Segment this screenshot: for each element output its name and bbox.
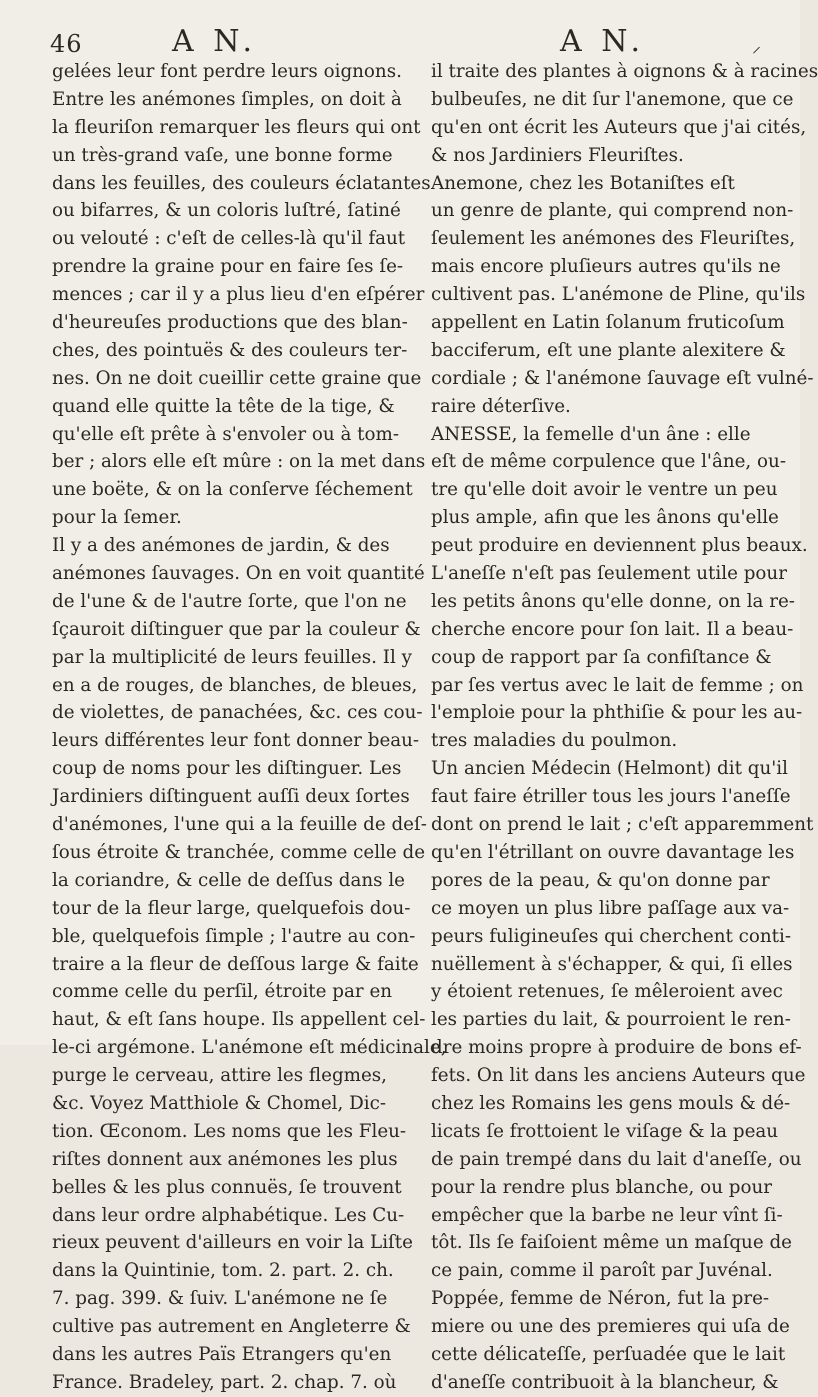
text-line: haut, & eſt ſans houpe. Ils appellent cel- — [52, 1009, 426, 1031]
text-line: d'heureuſes productions que des blan- — [52, 312, 408, 334]
text-line: cultive pas autrement en Angleterre & — [52, 1316, 411, 1338]
text-line: appellent en Latin ſolanum fruticoſum — [431, 312, 785, 334]
text-line: plus ample, afin que les ânons qu'elle — [431, 507, 779, 529]
text-line: pour la ſemer. — [52, 507, 182, 529]
text-line: peut produire en deviennent plus beaux. — [431, 535, 808, 557]
right-column — [431, 58, 818, 1397]
text-line: miere ou une des premieres qui uſa de — [431, 1316, 790, 1338]
text-line: empêcher que la barbe ne leur vînt ſi- — [431, 1204, 783, 1226]
text-line: mais encore pluſieurs autres qu'ils ne — [431, 256, 781, 278]
text-line: ce moyen un plus libre paſſage aux va- — [431, 897, 790, 919]
text-line: 7. pag. 399. & ſuiv. L'anémone ne ſe — [52, 1288, 388, 1310]
text-line: ce pain, comme il paroît par Juvénal. — [431, 1260, 773, 1282]
text-line: France. Bradeley, part. 2. chap. 7. où — [52, 1371, 397, 1393]
text-line: ble, quelquefois ſimple ; l'autre au con- — [52, 925, 416, 947]
text-line: pour la rendre plus blanche, ou pour — [431, 1176, 772, 1198]
text-line: cherche encore pour ſon lait. Il a beau- — [431, 618, 794, 640]
text-line: d'aneſſe contribuoit à la blancheur, & — [431, 1371, 779, 1393]
text-line: mences ; car il y a plus lieu d'en eſpérer — [52, 284, 425, 306]
text-line: coup de rapport par ſa confiſtance & — [431, 646, 772, 668]
text-line: la fleuriſon remarquer les fleurs qui ont — [52, 116, 421, 138]
text-line: rieux peuvent d'ailleurs en voir la Liſte — [52, 1232, 413, 1254]
text-line: licats ſe frottoient le viſage & la peau — [431, 1120, 779, 1142]
text-line: chez les Romains les gens mouls & dé- — [431, 1092, 791, 1114]
text-line: L'aneſſe n'eſt pas ſeulement utile pour — [431, 563, 787, 585]
text-line: un très-grand vaſe, une bonne forme — [52, 144, 393, 166]
text-line: raire déterſive. — [431, 395, 571, 417]
text-line: coup de noms pour les diſtinguer. Les — [52, 758, 402, 780]
left-column — [52, 58, 447, 1397]
text-line: ou velouté : c'eſt de celles-là qu'il faut — [52, 228, 406, 250]
text-line: y étoient retenues, ſe mêleroient avec — [431, 981, 783, 1003]
text-line: cette délicateſſe, perſuadée que le lait — [431, 1343, 786, 1365]
text-line: Anemone, chez les Botaniſtes eſt — [431, 172, 735, 194]
text-line: dre moins propre à produire de bons ef- — [431, 1037, 802, 1059]
text-line: belles & les plus connuës, ſe trouvent — [52, 1176, 402, 1198]
text-line: de pain trempé dans du lait d'aneſſe, ou — [431, 1148, 802, 1170]
text-line: Il y a des anémones de jardin, & des — [52, 535, 390, 557]
text-line: leurs différentes leur font donner beau- — [52, 730, 420, 752]
text-line: en a de rouges, de blanches, de bleues, — [52, 674, 418, 696]
page-header — [0, 22, 800, 62]
running-head-right: A N. — [560, 24, 646, 59]
text-line: tour de la fleur large, quelquefois dou- — [52, 897, 411, 919]
text-line: comme celle du perſil, étroite par en — [52, 981, 393, 1003]
text-line: eſt de même corpulence que l'âne, ou- — [431, 451, 787, 473]
text-line: Jardiniers diſtinguent auſſi deux ſortes — [52, 786, 410, 808]
text-line: Entre les anémones ſimples, on doit à — [52, 88, 402, 110]
text-line: tres maladies du poulmon. — [431, 730, 678, 752]
text-line: cultivent pas. L'anémone de Pline, qu'ils — [431, 284, 806, 306]
text-line: l'emploie pour la phthiſie & pour les au- — [431, 702, 803, 724]
text-line: ou bifarres, & un coloris luſtré, ſatiné — [52, 200, 401, 222]
text-line: & nos Jardiniers Fleuriſtes. — [431, 144, 684, 166]
text-line: un genre de plante, qui comprend non- — [431, 200, 794, 222]
text-line: pores de la peau, & qu'on donne par — [431, 869, 770, 891]
text-line: de violettes, de panachées, &c. ces cou- — [52, 702, 423, 724]
text-line: tre qu'elle doit avoir le ventre un peu — [431, 479, 778, 501]
text-line: qu'elle eſt prête à s'envoler ou à tom- — [52, 423, 400, 445]
text-line: par la multiplicité de leurs feuilles. Il y — [52, 646, 412, 668]
page-number: 46 — [50, 30, 83, 58]
text-line: nes. On ne doit cueillir cette graine que — [52, 367, 422, 389]
text-line: les petits ânons qu'elle donne, on la re- — [431, 590, 795, 612]
text-line: quand elle quitte la tête de la tige, & — [52, 395, 395, 417]
text-line: Poppée, femme de Néron, fut la pre- — [431, 1288, 770, 1310]
text-line: ſçauroit diſtinguer que par la couleur & — [52, 618, 421, 640]
text-line: fets. On lit dans les anciens Auteurs que — [431, 1065, 806, 1087]
text-line: cordiale ; & l'anémone ſauvage eſt vulné- — [431, 367, 814, 389]
text-line: peurs fuligineuſes qui cherchent conti- — [431, 925, 792, 947]
text-line: tôt. Ils ſe faiſoient même un maſque de — [431, 1232, 792, 1254]
text-line: bacciferum, eſt une plante alexitere & — [431, 339, 786, 361]
text-line: purge le cerveau, attire les flegmes, — [52, 1065, 387, 1087]
text-line: faut faire étriller tous les jours l'aneſſe — [431, 786, 791, 808]
text-line: ſeulement les anémones des Fleuriſtes, — [431, 228, 796, 250]
text-line: prendre la graine pour en faire ſes ſe- — [52, 256, 404, 278]
text-line: &c. Voyez Matthiole & Chomel, Dic- — [52, 1092, 387, 1114]
text-line: ANESSE, la femelle d'un âne : elle — [431, 423, 751, 445]
running-head-left: A N. — [172, 24, 258, 59]
text-line: il traite des plantes à oignons & à racines — [431, 61, 818, 82]
text-line: qu'en l'étrillant on ouvre davantage les — [431, 841, 795, 863]
text-line: le-ci argémone. L'anémone eſt médicinale, — [52, 1037, 447, 1059]
text-line: dont on prend le lait ; c'eſt apparemment — [431, 814, 814, 836]
text-line: qu'en ont écrit les Auteurs que j'ai cités, — [431, 116, 807, 138]
text-line: riſtes donnent aux anémones les plus — [52, 1148, 398, 1170]
text-line: gelées leur font perdre leurs oignons. — [52, 61, 402, 82]
text-line: d'anémones, l'une qui a la feuille de deſ- — [52, 814, 427, 836]
text-line: tion. Œconom. Les noms que les Fleu- — [52, 1120, 407, 1142]
text-line: ber ; alors elle eſt mûre : on la met dans — [52, 451, 426, 473]
text-line: dans les autres Païs Etrangers qu'en — [52, 1343, 392, 1365]
text-line: de l'une & de l'autre ſorte, que l'on ne — [52, 590, 407, 612]
text-line: la coriandre, & celle de deſſus dans le — [52, 869, 405, 891]
text-line: nuëllement à s'échapper, & qui, ſi elles — [431, 953, 793, 975]
text-line: par ſes vertus avec le lait de femme ; on — [431, 674, 804, 696]
text-line: anémones ſauvages. On en voit quantité — [52, 563, 425, 585]
printer-mark: ⸝ — [752, 36, 761, 57]
text-line: Un ancien Médecin (Helmont) dit qu'il — [431, 758, 788, 780]
text-line: traire a la fleur de deſſous large & faite — [52, 953, 419, 975]
text-line: dans la Quintinie, tom. 2. part. 2. ch. — [52, 1260, 394, 1282]
text-line: ſous étroite & tranchée, comme celle de — [52, 841, 426, 863]
text-line: dans les feuilles, des couleurs éclatantes — [52, 172, 431, 194]
text-line: une boëte, & on la conſerve ſéchement — [52, 479, 413, 501]
text-line: dans leur ordre alphabétique. Les Cu- — [52, 1204, 405, 1226]
text-line: bulbeuſes, ne dit ſur l'anemone, que ce — [431, 88, 794, 110]
text-line: les parties du lait, & pourroient le ren- — [431, 1009, 791, 1031]
text-line: ches, des pointuës & des couleurs ter- — [52, 339, 408, 361]
